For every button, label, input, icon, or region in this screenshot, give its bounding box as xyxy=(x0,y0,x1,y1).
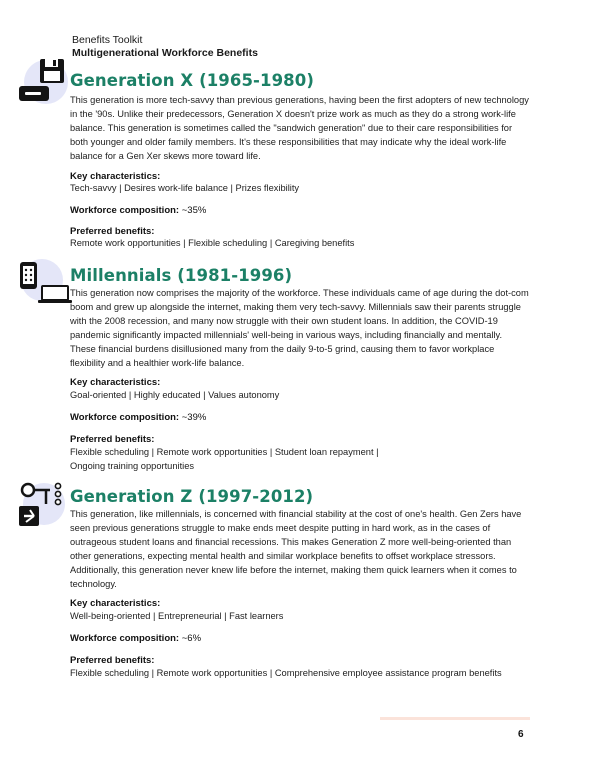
workforce-composition-label: Workforce composition: xyxy=(70,412,180,423)
key-characteristics-label: Key characteristics: xyxy=(70,598,161,609)
key-characteristics-value: Tech-savvy | Desires work-life balance | Prizes flexibility xyxy=(70,183,300,193)
section-title: Generation X (1965-1980) xyxy=(70,71,314,90)
section-description: This generation, like millennials, is concerned with financial stability at the cost of one's health. Gen Zers have seen previous generations struggle to make ends meet despite putting in hard work, as in the cases of outrageous student loans and financial recessions. This makes Generation Z more well-being-oriented than other generations, expecting mental health and similar workplace benefits to offset workplace stressors. Additionally, this generation never knew life before the internet, making them quick learners when it comes to technology. xyxy=(70,509,522,589)
toolkit-label: Benefits Toolkit xyxy=(72,34,143,46)
key-characteristics-value: Goal-oriented | Highly educated | Values autonomy xyxy=(70,390,280,400)
workforce-composition-label: Workforce composition: xyxy=(70,205,180,216)
key-characteristics-value: Well-being-oriented | Entrepreneurial | Fast learners xyxy=(70,611,284,621)
footer-divider xyxy=(380,717,530,720)
document-subtitle: Multigenerational Workforce Benefits xyxy=(72,46,258,59)
preferred-benefits-value: Flexible scheduling | Remote work opportunities | Comprehensive employee assistance program benefits xyxy=(70,668,502,678)
mobile-laptop-icon xyxy=(16,256,72,312)
section-title: Generation Z (1997-2012) xyxy=(70,487,314,506)
section-description: This generation now comprises the majority of the workforce. These individuals came of age during the dot-com boom and grew up alongside the internet, making them very tech-savvy. Millennials saw their parents struggle with the 2008 recession, and many now struggle with their own student loans. In addition, the COVID-19 pandemic significantly impacted millennials' well-being in various ways, including financially and mentally. These financial burdens disillusioned many from the daily 9-to-5 grind, causing them to favor workplace flexibility and a healthier work-life balance. xyxy=(70,288,529,368)
preferred-benefits-label: Preferred benefits: xyxy=(70,434,155,445)
preferred-benefits-value: Remote work opportunities | Flexible scheduling | Caregiving benefits xyxy=(70,238,355,248)
page-number: 6 xyxy=(518,729,524,740)
workforce-composition xyxy=(70,412,206,424)
floppy-disk-icon xyxy=(16,56,72,112)
section-description: This generation is more tech-savvy than previous generations, having been the first adopters of new technology in the '90s. Unlike their predecessors, Generation X doesn't prize work as much as they do a strong work-life balance. This generation is sometimes called the "sandwich generation" due to their care responsibilities for both younger and older family members. It's these responsibilities that may indicate why the ideal work-life balance for a Gen Xer skews more toward life. xyxy=(70,95,529,161)
workforce-composition xyxy=(70,205,206,217)
key-characteristics-label: Key characteristics: xyxy=(70,377,161,388)
document-header xyxy=(72,34,258,59)
section-title: Millennials (1981-1996) xyxy=(70,266,293,285)
workforce-composition-value: ~39% xyxy=(179,412,207,423)
preferred-benefits-label: Preferred benefits: xyxy=(70,655,155,666)
workforce-composition-label: Workforce composition: xyxy=(70,633,180,644)
network-flow-icon xyxy=(16,478,72,534)
key-characteristics-label: Key characteristics: xyxy=(70,171,161,182)
workforce-composition-value: ~6% xyxy=(179,633,202,644)
workforce-composition xyxy=(70,633,201,645)
workforce-composition-value: ~35% xyxy=(179,205,207,216)
preferred-benefits-value: Flexible scheduling | Remote work opportunities | Student loan repayment | Ongoing training opportunities xyxy=(70,447,379,471)
preferred-benefits-label: Preferred benefits: xyxy=(70,226,155,237)
